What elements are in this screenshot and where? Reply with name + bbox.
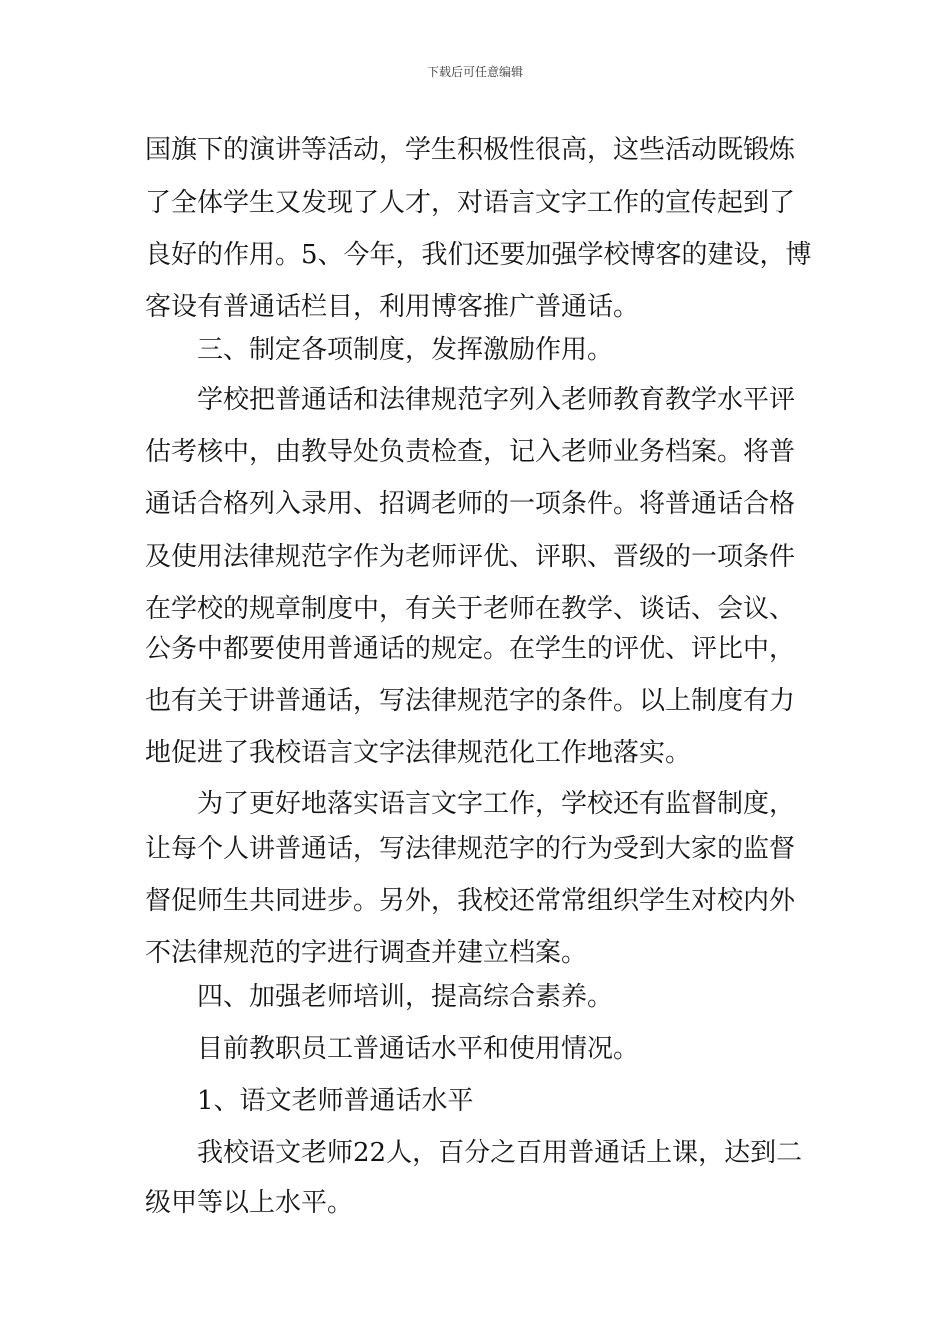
- text-line: 让每个人讲普通话，写法律规范字的行为受到大家的监督: [145, 834, 796, 864]
- text-line: 国旗下的演讲等活动，学生积极性很高，这些活动既锻炼: [145, 135, 796, 165]
- text-line: 目前教职员工普通话水平和使用情况。: [145, 1034, 640, 1064]
- text-line: 地促进了我校语言文字法律规范化工作地落实。: [145, 738, 692, 768]
- text-line: 公务中都要使用普通话的规定。在学生的评优、评比中，: [145, 634, 796, 664]
- text-line: 在学校的规章制度中，有关于老师在教学、谈话、会议、: [145, 594, 796, 624]
- text-line: 督促师生共同进步。另外，我校还常常组织学生对校内外: [145, 886, 796, 916]
- text-line: 客设有普通话栏目，利用博客推广普通话。: [145, 292, 640, 322]
- text-line: 及使用法律规范字作为老师评优、评职、晋级的一项条件: [145, 542, 796, 572]
- text-line: 我校语文老师22人，百分之百用普通话上课，达到二: [145, 1138, 803, 1168]
- text-line: 良好的作用。5、今年，我们还要加强学校博客的建设，博: [145, 240, 812, 270]
- text-line: 级甲等以上水平。: [145, 1188, 354, 1218]
- subsection-heading: 1、语文老师普通话水平: [145, 1086, 474, 1116]
- section-heading: 三、制定各项制度，发挥激励作用。: [145, 335, 614, 365]
- text-line: 学校把普通话和法律规范字列入老师教育教学水平评: [145, 385, 796, 415]
- text-line: 估考核中，由教导处负责检查，记入老师业务档案。将普: [145, 437, 796, 467]
- text-line: 通话合格列入录用、招调老师的一项条件。将普通话合格: [145, 489, 796, 519]
- text-line: 了全体学生又发现了人才，对语言文字工作的宣传起到了: [145, 188, 796, 218]
- page-header: 下载后可任意编辑: [426, 65, 523, 79]
- text-line: 也有关于讲普通话，写法律规范字的条件。以上制度有力: [145, 686, 796, 716]
- section-heading: 四、加强老师培训，提高综合素养。: [145, 982, 614, 1012]
- text-line: 不法律规范的字进行调查并建立档案。: [145, 938, 588, 968]
- text-line: 为了更好地落实语言文字工作，学校还有监督制度，: [145, 789, 796, 819]
